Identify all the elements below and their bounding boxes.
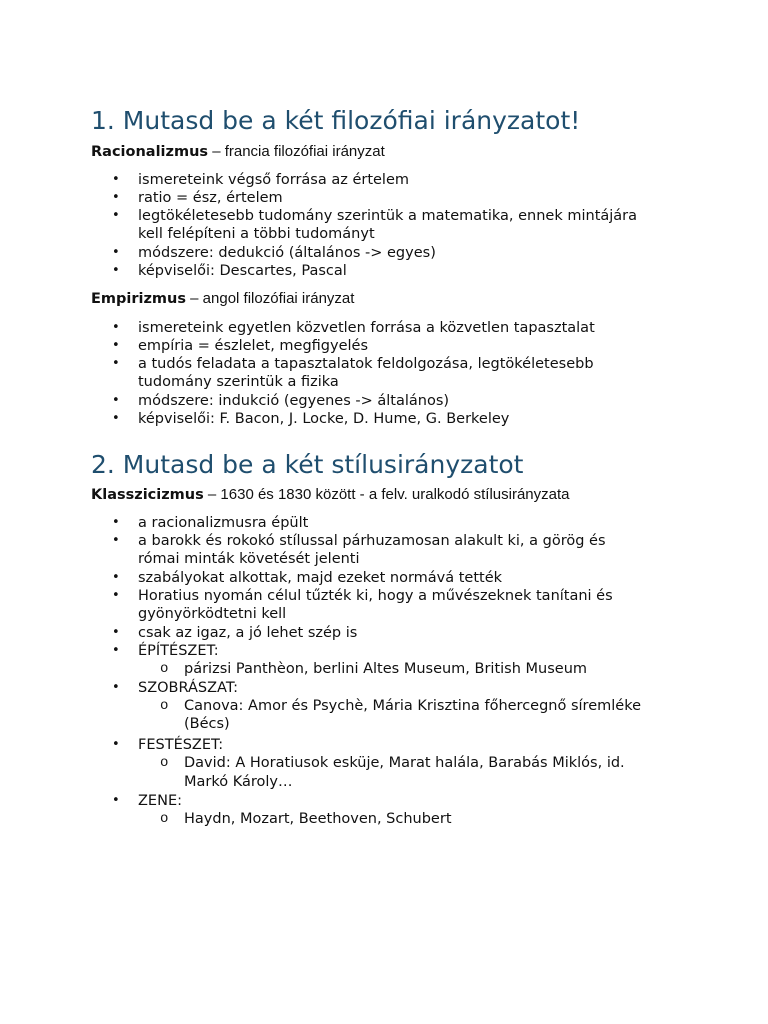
list-item: módszere: dedukció (általános -> egyes) [138, 245, 436, 261]
sub-bullet: o [160, 698, 169, 714]
list-item: képviselői: F. Bacon, J. Locke, D. Hume, G. Berkeley [138, 411, 510, 427]
bullet: • [112, 393, 120, 408]
list-item: szabályokat alkottak, majd ezeket normává tették [138, 570, 503, 586]
list-item-zene: ZENE: [138, 793, 182, 809]
list-item: empíria = észlelet, megfigyelés [138, 338, 369, 354]
term-empirizmus: Empirizmus [91, 291, 186, 307]
sub-bullet: o [160, 755, 169, 771]
list-item-continuation: római minták követését jelenti [138, 551, 360, 567]
sub-list-item-continuation: (Bécs) [184, 716, 230, 732]
list-item: ismereteink végső forrása az értelem [138, 172, 410, 188]
bullet: • [112, 533, 120, 548]
bullet: • [112, 190, 120, 205]
bullet: • [112, 793, 120, 808]
list-item: ratio = ész, értelem [138, 190, 283, 206]
bullet: • [112, 208, 120, 223]
intro-racionalizmus-rest: – francia filozófiai irányzat [208, 143, 385, 160]
bullet: • [112, 643, 120, 658]
sub-list-item-continuation: Markó Károly… [184, 774, 293, 790]
list-item: módszere: indukció (egyenes -> általános) [138, 393, 450, 409]
list-item-epiteszet: ÉPÍTÉSZET: [138, 643, 219, 659]
bullet: • [112, 515, 120, 530]
sub-bullet: o [160, 811, 169, 827]
intro-klasszicizmus-rest: – 1630 és 1830 között - a felv. uralkodó stílusirányzata [203, 486, 570, 503]
list-item: a racionalizmusra épült [138, 515, 309, 531]
list-item-continuation: gyönyörködtetni kell [138, 606, 287, 622]
sub-list-item: párizsi Panthèon, berlini Altes Museum, British Museum [184, 661, 588, 677]
bullet: • [112, 356, 120, 371]
list-item-continuation: tudomány szerintük a fizika [138, 374, 339, 390]
bullet: • [112, 588, 120, 603]
bullet: • [112, 680, 120, 695]
list-item: legtökéletesebb tudomány szerintük a matematika, ennek mintájára [138, 208, 638, 224]
section-heading-2: 2. Mutasd be a két stílusirányzatot [91, 450, 524, 479]
list-item: a barokk és rokokó stílussal párhuzamosan alakult ki, a görög és [138, 533, 606, 549]
list-item: a tudós feladata a tapasztalatok feldolgozása, legtökéletesebb [138, 356, 594, 372]
list-item-szobraszat: SZOBRÁSZAT: [138, 680, 238, 696]
bullet: • [112, 320, 120, 335]
bullet: • [112, 338, 120, 353]
sub-list-item: Haydn, Mozart, Beethoven, Schubert [184, 811, 452, 827]
sub-list-item: David: A Horatiusok esküje, Marat halála, Barabás Miklós, id. [184, 755, 625, 771]
bullet: • [112, 245, 120, 260]
sub-bullet: o [160, 661, 169, 677]
bullet: • [112, 570, 120, 585]
intro-racionalizmus [91, 143, 385, 160]
intro-klasszicizmus [91, 486, 570, 503]
bullet: • [112, 411, 120, 426]
section-heading-1: 1. Mutasd be a két filozófiai irányzatot! [91, 106, 581, 135]
intro-empirizmus [91, 290, 354, 307]
sub-list-item: Canova: Amor és Psychè, Mária Krisztina főhercegnő síremléke [184, 698, 641, 714]
term-klasszicizmus: Klasszicizmus [91, 487, 204, 503]
bullet: • [112, 172, 120, 187]
list-item: csak az igaz, a jó lehet szép is [138, 625, 358, 641]
list-item: Horatius nyomán célul tűzték ki, hogy a művészeknek tanítani és [138, 588, 613, 604]
list-item: képviselői: Descartes, Pascal [138, 263, 347, 279]
list-item: ismereteink egyetlen közvetlen forrása a közvetlen tapasztalat [138, 320, 595, 336]
bullet: • [112, 263, 120, 278]
list-item-continuation: kell felépíteni a többi tudományt [138, 226, 375, 242]
list-item-festeszet: FESTÉSZET: [138, 737, 224, 753]
bullet: • [112, 737, 120, 752]
term-racionalizmus: Racionalizmus [91, 144, 209, 160]
bullet: • [112, 625, 120, 640]
intro-empirizmus-rest: – angol filozófiai irányzat [186, 290, 355, 307]
